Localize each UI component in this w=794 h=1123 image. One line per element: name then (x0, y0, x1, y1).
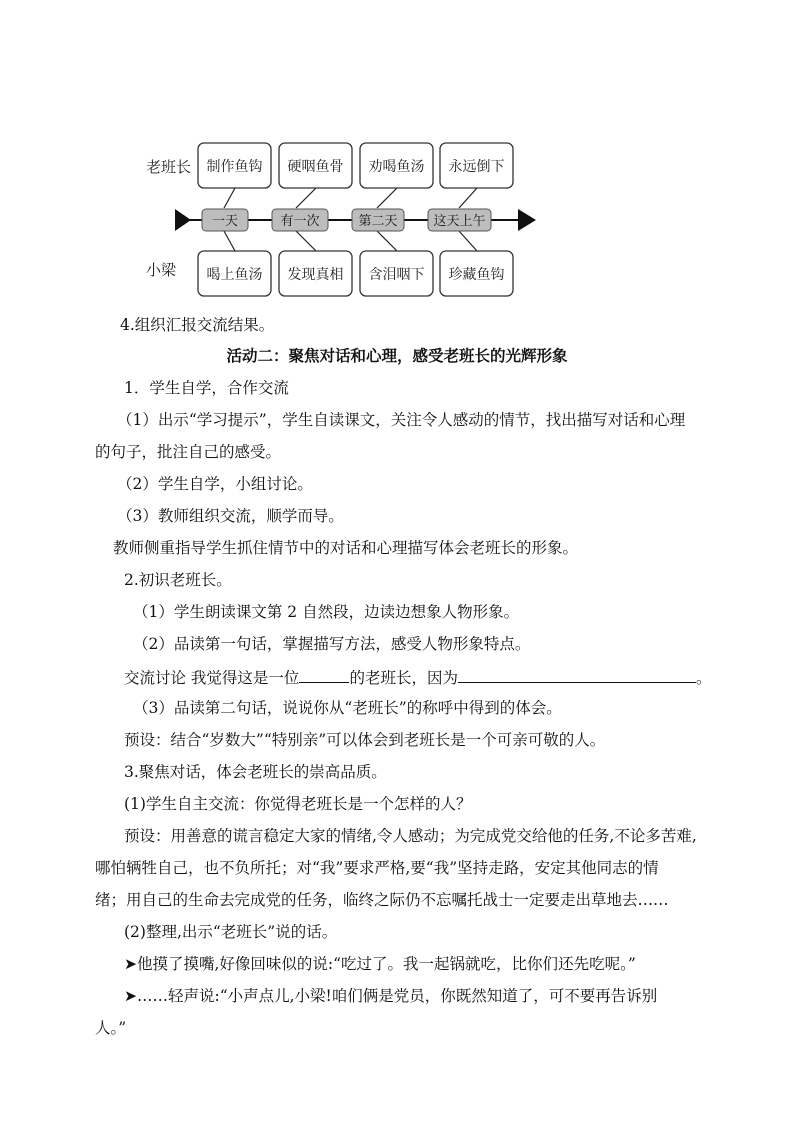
paragraph-line: （2）品读第一句话，掌握描写方法，感受人物形象特点。 (133, 635, 531, 653)
paragraph-line: 预设：用善意的谎言稳定大家的情绪,令人感动；为完成党交给他的任务,不论多苦难, (124, 827, 697, 845)
top-event-text: 永远倒下 (448, 159, 505, 175)
fill-in-middle: 的老班长，因为 (349, 669, 458, 687)
time-label-text: 这天上午 (433, 214, 486, 229)
step-1-title: 1．学生自学，合作交流 (124, 379, 289, 397)
top-connectors (224, 188, 477, 208)
row-label-xiao-liang: 小梁 (146, 261, 177, 279)
fill-in-prefix: 交流讨论 我觉得这是一位 (124, 669, 300, 687)
paragraph-line: 的句子，批注自己的感受。 (95, 443, 282, 461)
paragraph-line: 教师侧重指导学生抓住情节中的对话和心理描写体会老班长的形象。 (113, 539, 579, 557)
paragraph-line: 绪；用自己的生命去完成党的任务，临终之际仍不忘嘱托战士一定要走出草地去…… (95, 891, 669, 909)
step-3-title: 3.聚焦对话，体会老班长的崇高品质。 (124, 763, 387, 781)
activity-2-heading: 活动二：聚焦对话和心理，感受老班长的光辉形象 (226, 346, 568, 365)
plot-timeline-diagram (0, 0, 794, 310)
bottom-event-boxes (198, 251, 513, 296)
quote-bullet-line: ➤……轻声说:“小声点儿,小梁!咱们俩是党员，你既然知道了，可不要再告诉别 (124, 987, 658, 1005)
top-event-text: 制作鱼钩 (206, 159, 263, 175)
time-label-text: 有一次 (280, 214, 320, 229)
step-4-text: 4.组织汇报交流结果。 (120, 316, 275, 334)
bottom-event-text: 喝上鱼汤 (206, 267, 263, 283)
paragraph-line: （3）品读第二句话，说说你从“老班长”的称呼中得到的体会。 (133, 699, 562, 717)
paragraph-line: （1）出示“学习提示”，学生自读课文，关注令人感动的情节，找出描写对话和心理 (117, 411, 686, 429)
top-event-text: 硬咽鱼骨 (287, 159, 344, 175)
bottom-event-text: 发现真相 (287, 267, 344, 283)
fill-in-end: 。 (695, 669, 712, 687)
top-event-text: 劝喝鱼汤 (368, 159, 425, 175)
quote-continuation: 人。” (95, 1019, 127, 1037)
row-label-old-squad-leader: 老班长 (146, 158, 192, 176)
blank-line-reason (458, 666, 696, 683)
paragraph-line: （1）学生朗读课文第 2 自然段，边读边想象人物形象。 (133, 603, 520, 621)
time-label-text: 第二天 (358, 214, 398, 229)
bottom-event-text: 含泪咽下 (368, 267, 425, 283)
quote-bullet-line: ➤他摸了摸嘴,好像回味似的说:“吃过了。我一起锅就吃，比你们还先吃呢。” (124, 955, 636, 973)
blank-line-adjective (299, 666, 349, 683)
paragraph-line: 哪怕辆牲自己，也不负所托；对“我”要求严格,要“我”坚持走路，安定其他同志的情 (95, 859, 659, 877)
step-2-title: 2.初识老班长。 (124, 571, 232, 589)
bottom-connectors (224, 231, 477, 251)
axis-start-arrow (175, 209, 191, 231)
top-event-boxes (198, 143, 513, 188)
paragraph-line: 预设：结合“岁数大”“特别亲”可以体会到老班长是一个可亲可敬的人。 (124, 731, 606, 749)
time-label-text: 一天 (211, 214, 239, 229)
axis-end-arrow (518, 209, 536, 231)
paragraph-line: （2）学生自学，小组讨论。 (117, 475, 313, 493)
paragraph-line: (1)学生自主交流：你觉得老班长是一个怎样的人？ (124, 795, 472, 813)
fill-in-sentence (124, 666, 724, 688)
paragraph-line: (2)整理,出示“老班长”说的话。 (124, 923, 338, 941)
paragraph-line: （3）教师组织交流，顺学而导。 (117, 507, 344, 525)
bottom-event-text: 珍藏鱼钩 (448, 267, 505, 283)
